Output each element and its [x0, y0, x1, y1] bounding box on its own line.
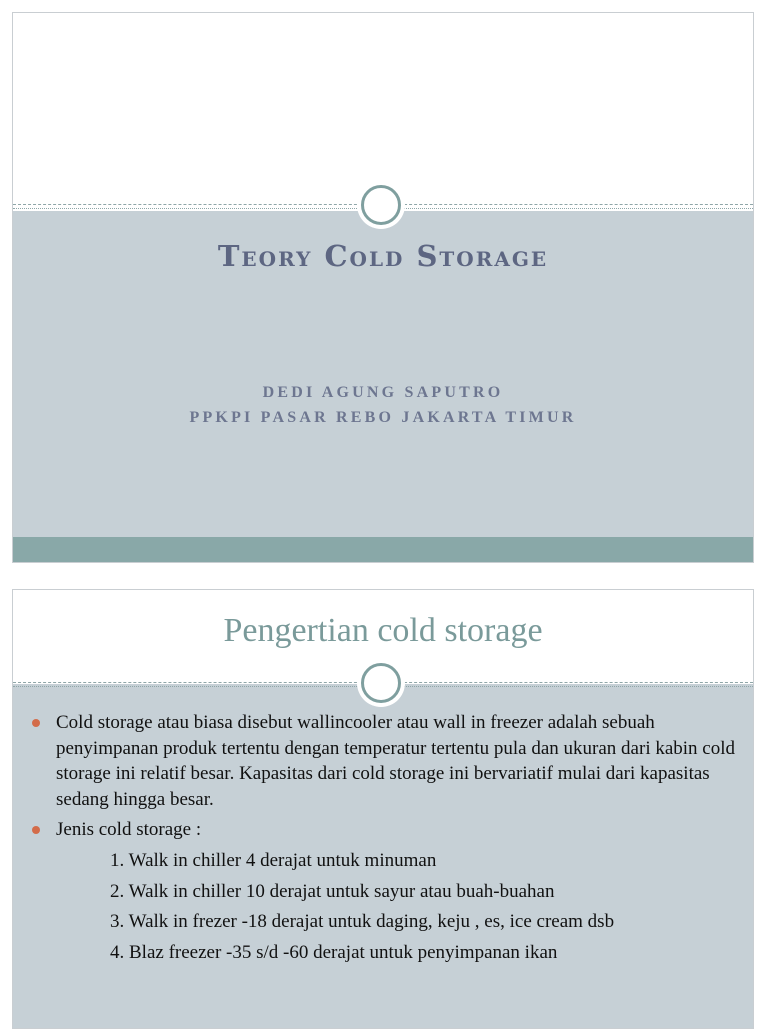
- divider-ring-icon: [361, 663, 401, 703]
- bullet-definition: [56, 710, 746, 812]
- bullet-types: [56, 817, 746, 843]
- slide-heading: Pengertian cold storage: [223, 612, 543, 649]
- content-slide: [12, 589, 754, 1029]
- footer-bar: [13, 537, 753, 563]
- slide-title: Teory Cold Storage: [217, 239, 549, 273]
- list-item: 3. Walk in frezer -18 derajat untuk daging, keju , es, ice cream dsb: [110, 911, 615, 932]
- bullet-dot-icon: [32, 719, 40, 727]
- divider-ring-icon: [361, 185, 401, 225]
- presenter-organization: PPKPI PASAR REBO JAKARTA TIMUR: [189, 409, 577, 426]
- bullet-text: Cold storage atau biasa disebut wallincooler atau wall in freezer adalah sebuah penyimpanan produk tertentu dengan temperatur tertentu pula dan ukuran dari kabin cold storage ini relatif besar. Kapasitas dari cold storage ini bervariatif mulai dari kapasitas sedang hingga besar.: [56, 712, 736, 810]
- list-item: 1. Walk in chiller 4 derajat untuk minuman: [110, 850, 437, 871]
- presenter-name: DEDI AGUNG SAPUTRO: [262, 384, 504, 401]
- list-item: 4. Blaz freezer -35 s/d -60 derajat untuk penyimpanan ikan: [110, 942, 558, 963]
- list-item: 2. Walk in chiller 10 derajat untuk sayur atau buah-buahan: [110, 881, 555, 902]
- bullet-dot-icon: [32, 826, 40, 834]
- bullet-text: Jenis cold storage :: [56, 819, 202, 840]
- title-slide: [12, 12, 754, 563]
